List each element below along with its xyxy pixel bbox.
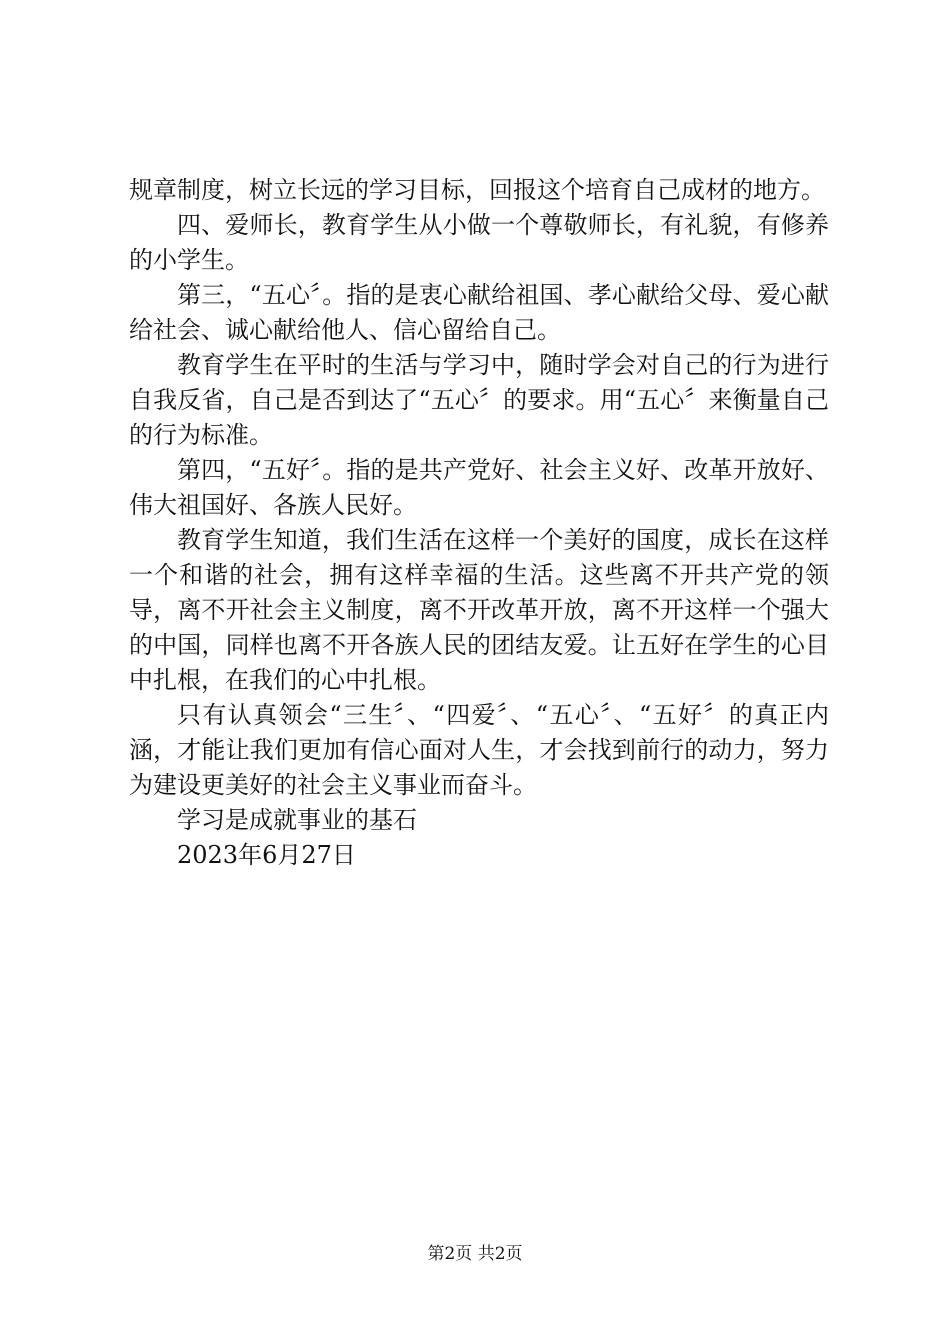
paragraph-education: 教育学生知道，我们生活在这样一个美好的国度，成长在这样一个和谐的社会，拥有这样幸福的生活。这些离不开共产党的领导，离不开社会主义制度，离不开改革开放，离不开这样一个强大的中国，同样也离不开各族人民的团结友爱。让五好在学生的心目中扎根，在我们的心中扎根。 xyxy=(129,526,829,694)
paragraph-five-goods: 第四，“五好〞。指的是共产党好、社会主义好、改革开放好、伟大祖国好、各族人民好。 xyxy=(129,456,829,519)
paragraph-conclusion: 只有认真领会“三生〞、“四爱〞、“五心〞、“五好〞的真正内涵，才能让我们更加有信心面对人生，才会找到前行的动力，努力为建设更美好的社会主义事业而奋斗。 xyxy=(129,701,829,799)
document-body xyxy=(129,173,829,873)
paragraph-self-reflection: 教育学生在平时的生活与学习中，随时学会对自己的行为进行自我反省，自己是否到达了“五心〞的要求。用“五心〞来衡量自己的行为标准。 xyxy=(129,351,829,449)
paragraph-respect-teachers: 四、爱师长，教育学生从小做一个尊敬师长，有礼貌，有修养的小学生。 xyxy=(129,211,829,274)
paragraph-five-hearts: 第三，“五心〞。指的是衷心献给祖国、孝心献给父母、爱心献给社会、诚心献给他人、信心留给自己。 xyxy=(129,281,829,344)
paragraph-continuation: 规章制度，树立长远的学习目标，回报这个培育自己成材的地方。 xyxy=(129,176,825,204)
closing-title: 学习是成就事业的基石 xyxy=(177,806,417,834)
page-number-footer: 第2页 共2页 xyxy=(427,1244,523,1264)
closing-date: 2023年6月27日 xyxy=(177,841,356,869)
